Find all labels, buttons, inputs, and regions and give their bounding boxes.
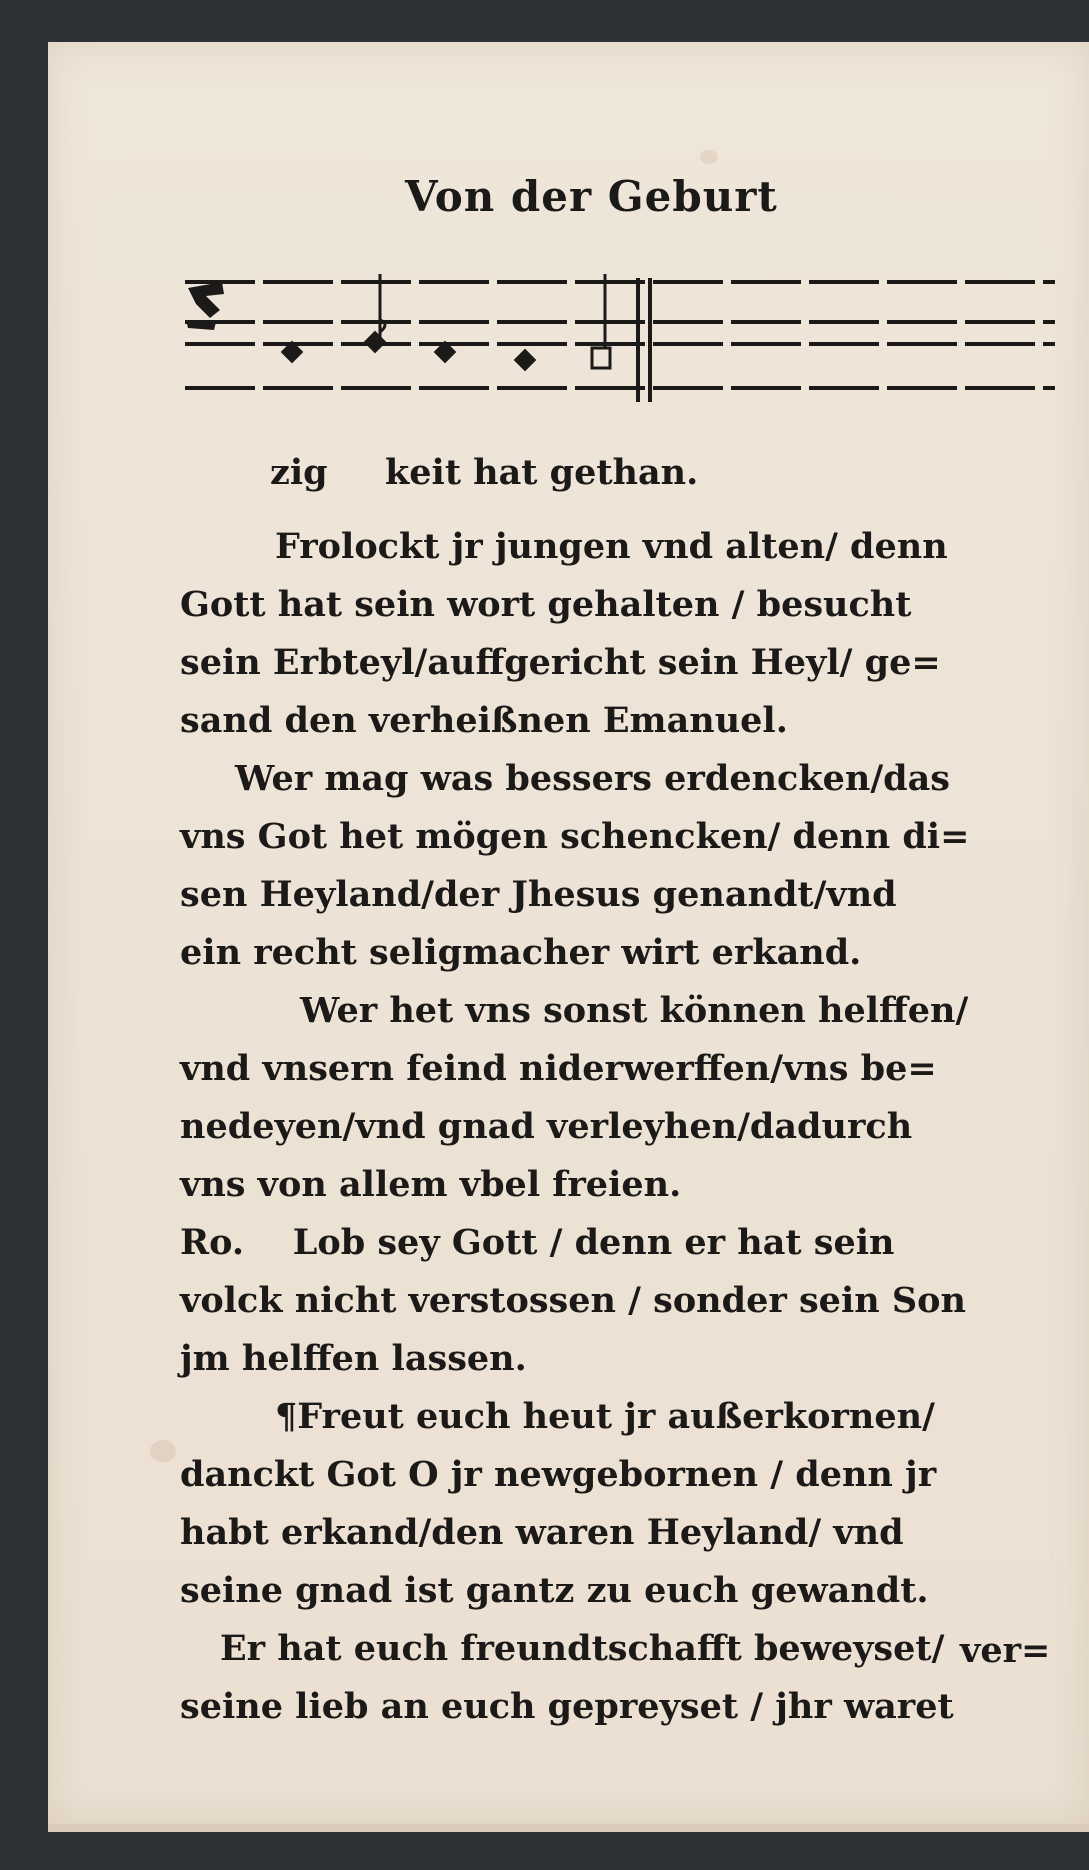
text-line: sand den verheißnen Emanuel. [180,700,788,741]
catchword: ver= [960,1630,1051,1671]
text-line: volck nicht verstossen / sonder sein Son [180,1280,966,1321]
text-line: Gott hat sein wort gehalten / besucht [180,584,912,625]
paper-stain [700,150,718,164]
text-line: seine gnad ist gantz zu euch gewandt. [180,1570,929,1611]
text-line: Frolockt jr jungen vnd alten/ denn [275,526,948,567]
text-line: seine lieb an euch gepreyset / jhr waret [180,1686,954,1727]
music-staff-drawing [180,270,1055,410]
lyric-syllable: keit hat gethan. [385,452,699,493]
text-line: Wer het vns sonst können helffen/ [300,990,969,1031]
note-diamond [514,349,537,372]
text-line: ¶Freut euch heut jr außerkornen/ [275,1396,935,1437]
music-staff [180,270,1055,410]
text-line: Wer mag was bessers erdencken/das [235,758,950,799]
text-line: ein recht seligmacher wirt erkand. [180,932,862,973]
lyric-syllable: zig [270,452,328,493]
text-line: Ro. Lob sey Gott / denn er hat sein [180,1222,895,1263]
note-square [592,348,610,368]
running-head: Von der Geburt [405,172,778,221]
page-edge [48,1824,1089,1832]
text-line: vns Got het mögen schencken/ denn di= [180,816,970,857]
text-line: habt erkand/den waren Heyland/ vnd [180,1512,904,1553]
text-line: sein Erbteyl/auffgericht sein Heyl/ ge= [180,642,941,683]
text-line: nedeyen/vnd gnad verleyhen/dadurch [180,1106,913,1147]
paper-stain [150,1440,176,1462]
text-line: vns von allem vbel freien. [180,1164,682,1205]
text-line: vnd vnsern feind niderwerffen/vns be= [180,1048,937,1089]
text-line: danckt Got O jr newgebornen / denn jr [180,1454,937,1495]
text-line: Er hat euch freundtschafft beweyset/ [220,1628,945,1669]
text-line: jm helffen lassen. [180,1338,527,1379]
text-line: sen Heyland/der Jhesus genandt/vnd [180,874,897,915]
note-diamond [364,331,387,354]
